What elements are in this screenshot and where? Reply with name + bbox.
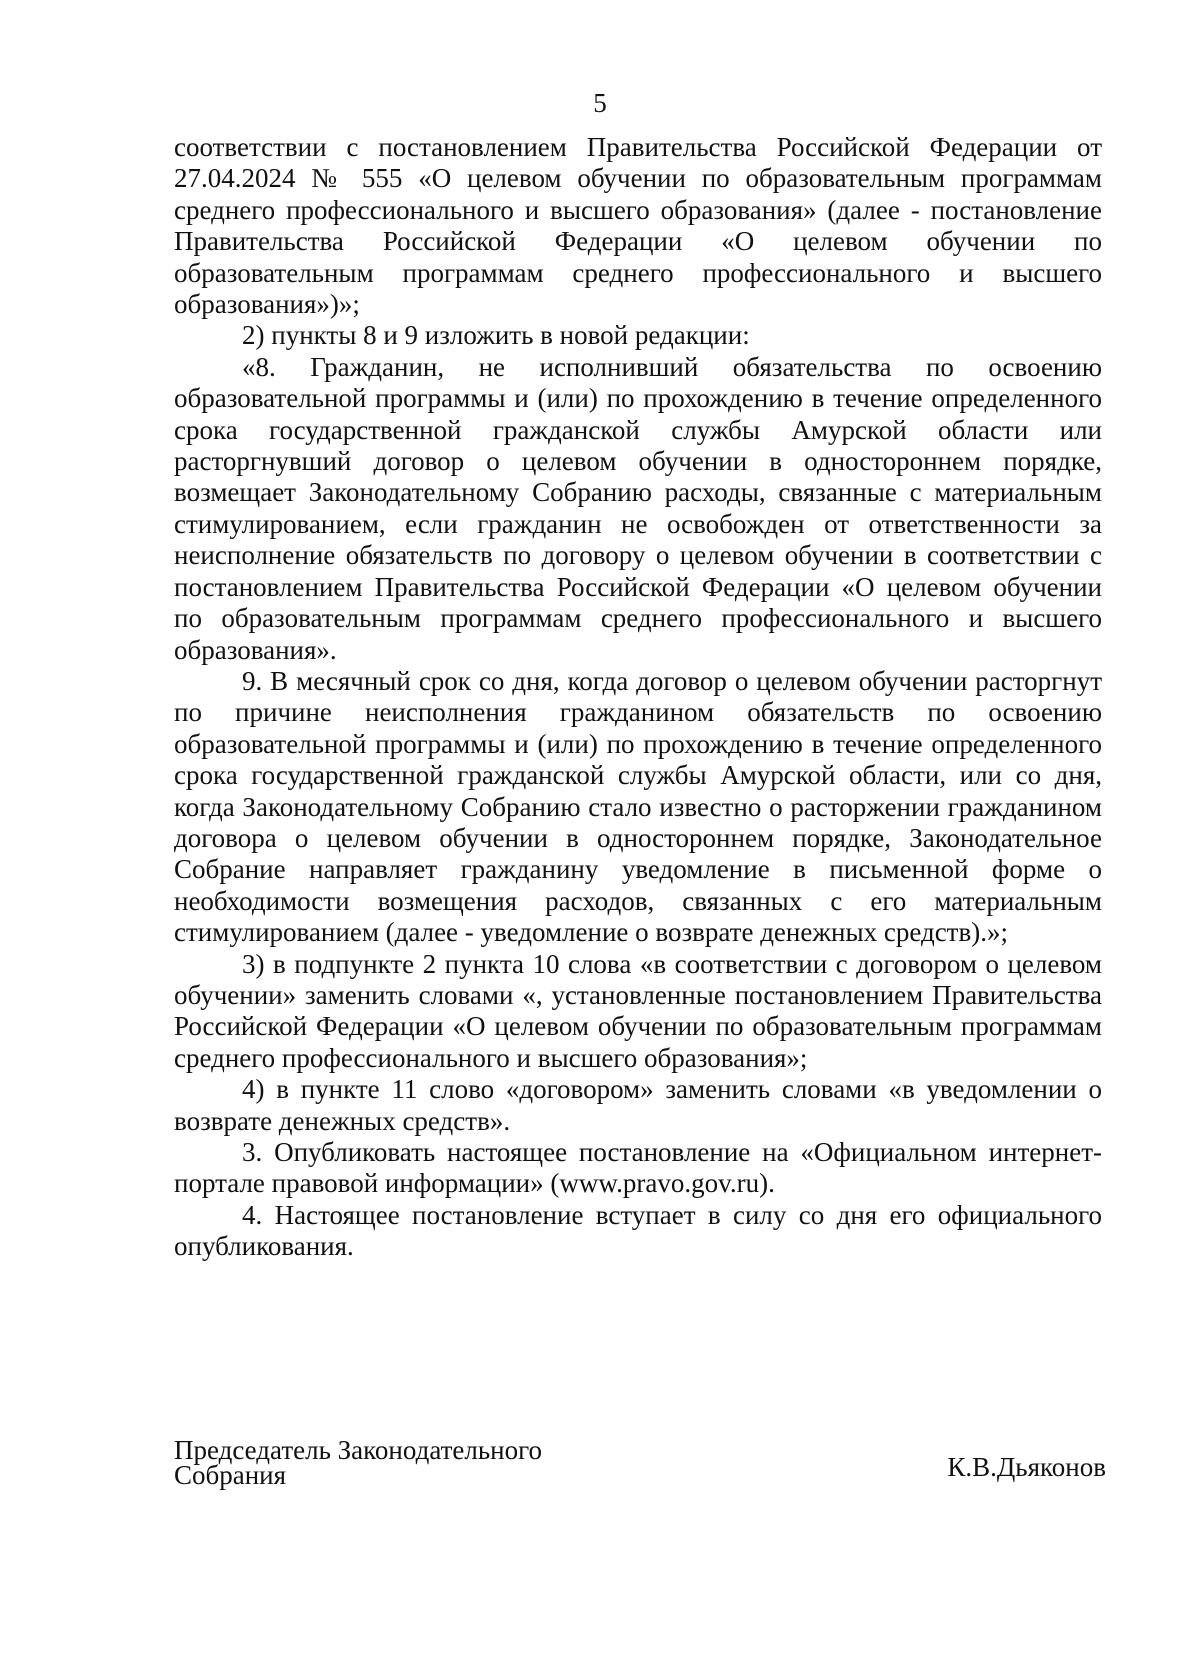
document-body	[174, 132, 1102, 1263]
page-number: 5	[593, 88, 607, 118]
signatory-title-line-1: Председатель Законодательного	[174, 1435, 543, 1465]
signatory-title-line-2: Собрания	[174, 1460, 287, 1490]
signatory-name: К.В.Дьяконов	[947, 1452, 1106, 1482]
paragraph-continuation: соответствии с постановлением Правительства Российской Федерации от 27.04.2024 № 555 «О целевом обучении по образовательным программам среднего профессионального и высшего образования» (далее - постановление Правительства Российской Федерации «О целевом обучении по образовательным программам среднего профессионального и высшего образования»)»;	[174, 132, 1102, 320]
paragraph-item-3: 3) в подпункте 2 пункта 10 слова «в соответствии с договором о целевом обучении» заменить словами «, установленные постановлением Правительства Российской Федерации «О целевом обучении по образовательным программам среднего профессионального и высшего образования»;	[174, 948, 1102, 1073]
paragraph-item-2: 2) пункты 8 и 9 изложить в новой редакции:	[242, 320, 750, 351]
paragraph-clause-9: 9. В месячный срок со дня, когда договор о целевом обучении расторгнут по причине неисполнения гражданином обязательств по освоению образовательной программы и (или) по прохождению в течение определенного срока государственной гражданской службы Амурской области, или со дня, когда Законодательному Собранию стало известно о расторжении гражданином договора о целевом обучении в одностороннем порядке, Законодательное Собрание направляет гражданину уведомление в письменной форме о необходимости возмещения расходов, связанных с его материальным стимулированием (далее - уведомление о возврате денежных средств).»;	[174, 665, 1102, 948]
paragraph-entry-into-force: 4. Настоящее постановление вступает в силу со дня его официального опубликования.	[174, 1199, 1102, 1262]
paragraph-item-4: 4) в пункте 11 слово «договором» заменить словами «в уведомлении о возврате денежных средств».	[174, 1074, 1102, 1136]
paragraph-clause-8: «8. Гражданин, не исполнивший обязательства по освоению образовательной программы и (или) по прохождению в течение определенного срока государственной гражданской службы Амурской области или расторгнувший договор о целевом обучении в одностороннем порядке, возмещает Законодательному Собранию расходы, связанные с материальным стимулированием, если гражданин не освобожден от ответственности за неисполнение обязательств по договору о целевом обучении в соответствии с постановлением Правительства Российской Федерации «О целевом обучении по образовательным программам среднего профессионального и высшего образования».	[174, 351, 1102, 665]
paragraph-publication: 3. Опубликовать настоящее постановление на «Официальном интернет-портале правовой информации» (www.pravo.gov.ru).	[174, 1137, 1102, 1199]
signatory-title	[174, 1435, 543, 1490]
